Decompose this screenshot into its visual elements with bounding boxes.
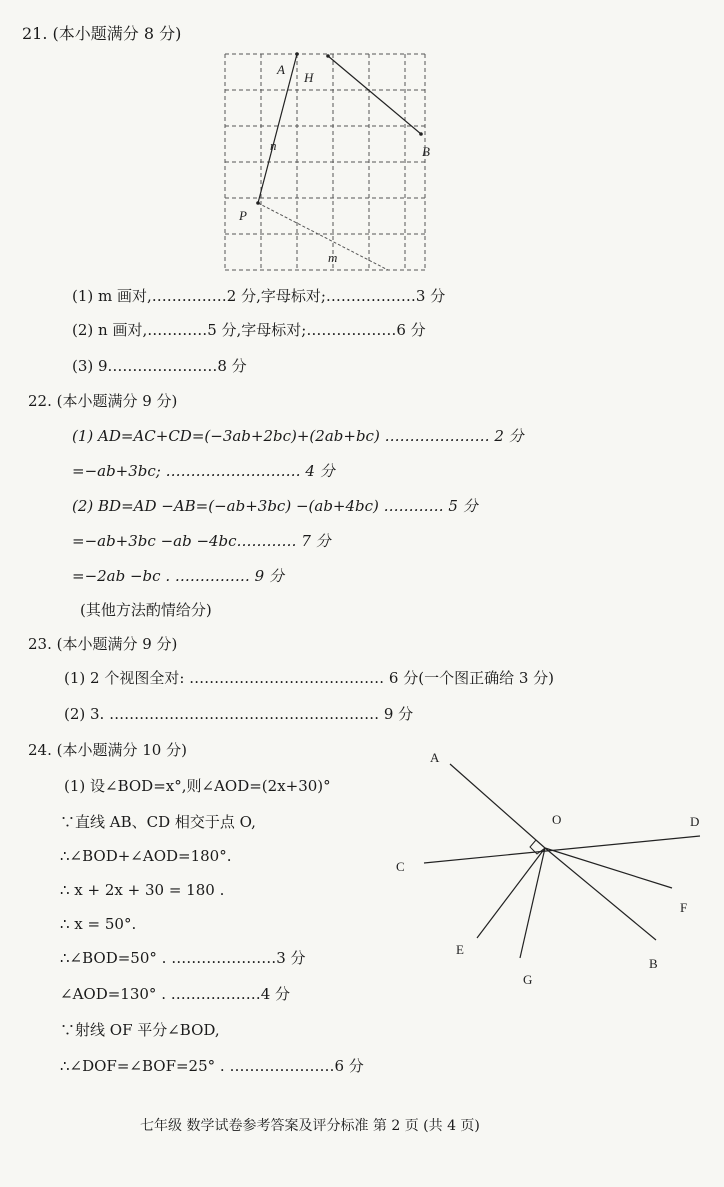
label-e: E — [456, 942, 464, 957]
q24-line-4: ∴ x + 2x + 30 = 180 . — [60, 881, 225, 899]
q24-line-9: ∴∠DOF=∠BOF=25° . …………………6 分 — [60, 1057, 364, 1075]
q22-line-3: (2) BD=AD −AB=(−ab+3bc) −(ab+4bc) ………… 5 分 — [72, 497, 478, 515]
ray-oa — [450, 764, 545, 848]
label-c: C — [396, 859, 405, 874]
q21-line-3: (3) 9.…………………8 分 — [72, 357, 247, 375]
q22-line-2: =−ab+3bc; ……………………… 4 分 — [72, 462, 335, 480]
q24-angle-figure — [390, 748, 720, 988]
q24-line-8: ∵射线 OF 平分∠BOD, — [60, 1021, 220, 1039]
label-f: F — [680, 900, 688, 915]
q23-header: 23. (本小题满分 9 分) — [28, 635, 178, 653]
label-a: A — [430, 750, 440, 765]
q24-line-7: ∠AOD=130° . ………………4 分 — [60, 985, 291, 1003]
label-h: H — [304, 70, 314, 85]
q22-header: 22. (本小题满分 9 分) — [28, 392, 178, 410]
q24-line-6: ∴∠BOD=50° . …………………3 分 — [60, 949, 306, 967]
label-n: n — [270, 138, 277, 153]
q24-line-5: ∴ x = 50°. — [60, 915, 137, 933]
q24-line-2: ∵直线 AB、CD 相交于点 O, — [60, 813, 256, 831]
label-d: D — [690, 814, 700, 829]
line-ab — [328, 56, 421, 134]
q21-header: 21. (本小题满分 8 分) — [22, 24, 182, 43]
label-o: O — [552, 812, 562, 827]
q22-line-6: (其他方法酌情给分) — [80, 601, 212, 619]
q22-line-4: =−ab+3bc −ab −4bc………… 7 分 — [72, 532, 331, 550]
q24-line-1: (1) 设∠BOD=x°,则∠AOD=(2x+30)° — [64, 777, 331, 795]
q23-line-1: (1) 2 个视图全对: ………………………………… 6 分(一个图正确给 3 分) — [64, 669, 555, 687]
q22-line-1: (1) AD=AC+CD=(−3ab+2bc)+(2ab+bc) ………………… 2 分 — [72, 427, 524, 445]
q24-line-3: ∴∠BOD+∠AOD=180°. — [60, 847, 232, 865]
q24-header: 24. (本小题满分 10 分) — [28, 741, 187, 759]
page-footer: 七年级 数学试卷参考答案及评分标准 第 2 页 (共 4 页) — [140, 1118, 480, 1134]
label-b: B — [422, 144, 430, 159]
ray-of — [545, 848, 672, 888]
q21-line-2: (2) n 画对,…………5 分,字母标对;………………6 分 — [72, 321, 426, 339]
ray-ob — [545, 848, 656, 940]
label-b: B — [649, 956, 658, 971]
q22-line-5: =−2ab −bc . …………… 9 分 — [72, 567, 284, 585]
line-cd — [424, 836, 700, 863]
label-a: A — [277, 62, 285, 77]
q21-line-1: (1) m 画对,……………2 分,字母标对;………………3 分 — [72, 287, 446, 305]
q21-grid-figure — [218, 46, 448, 286]
label-p: P — [239, 208, 247, 223]
label-g: G — [523, 972, 533, 987]
label-m: m — [328, 250, 338, 265]
q23-line-2: (2) 3. ……………………………………………… 9 分 — [64, 705, 414, 723]
